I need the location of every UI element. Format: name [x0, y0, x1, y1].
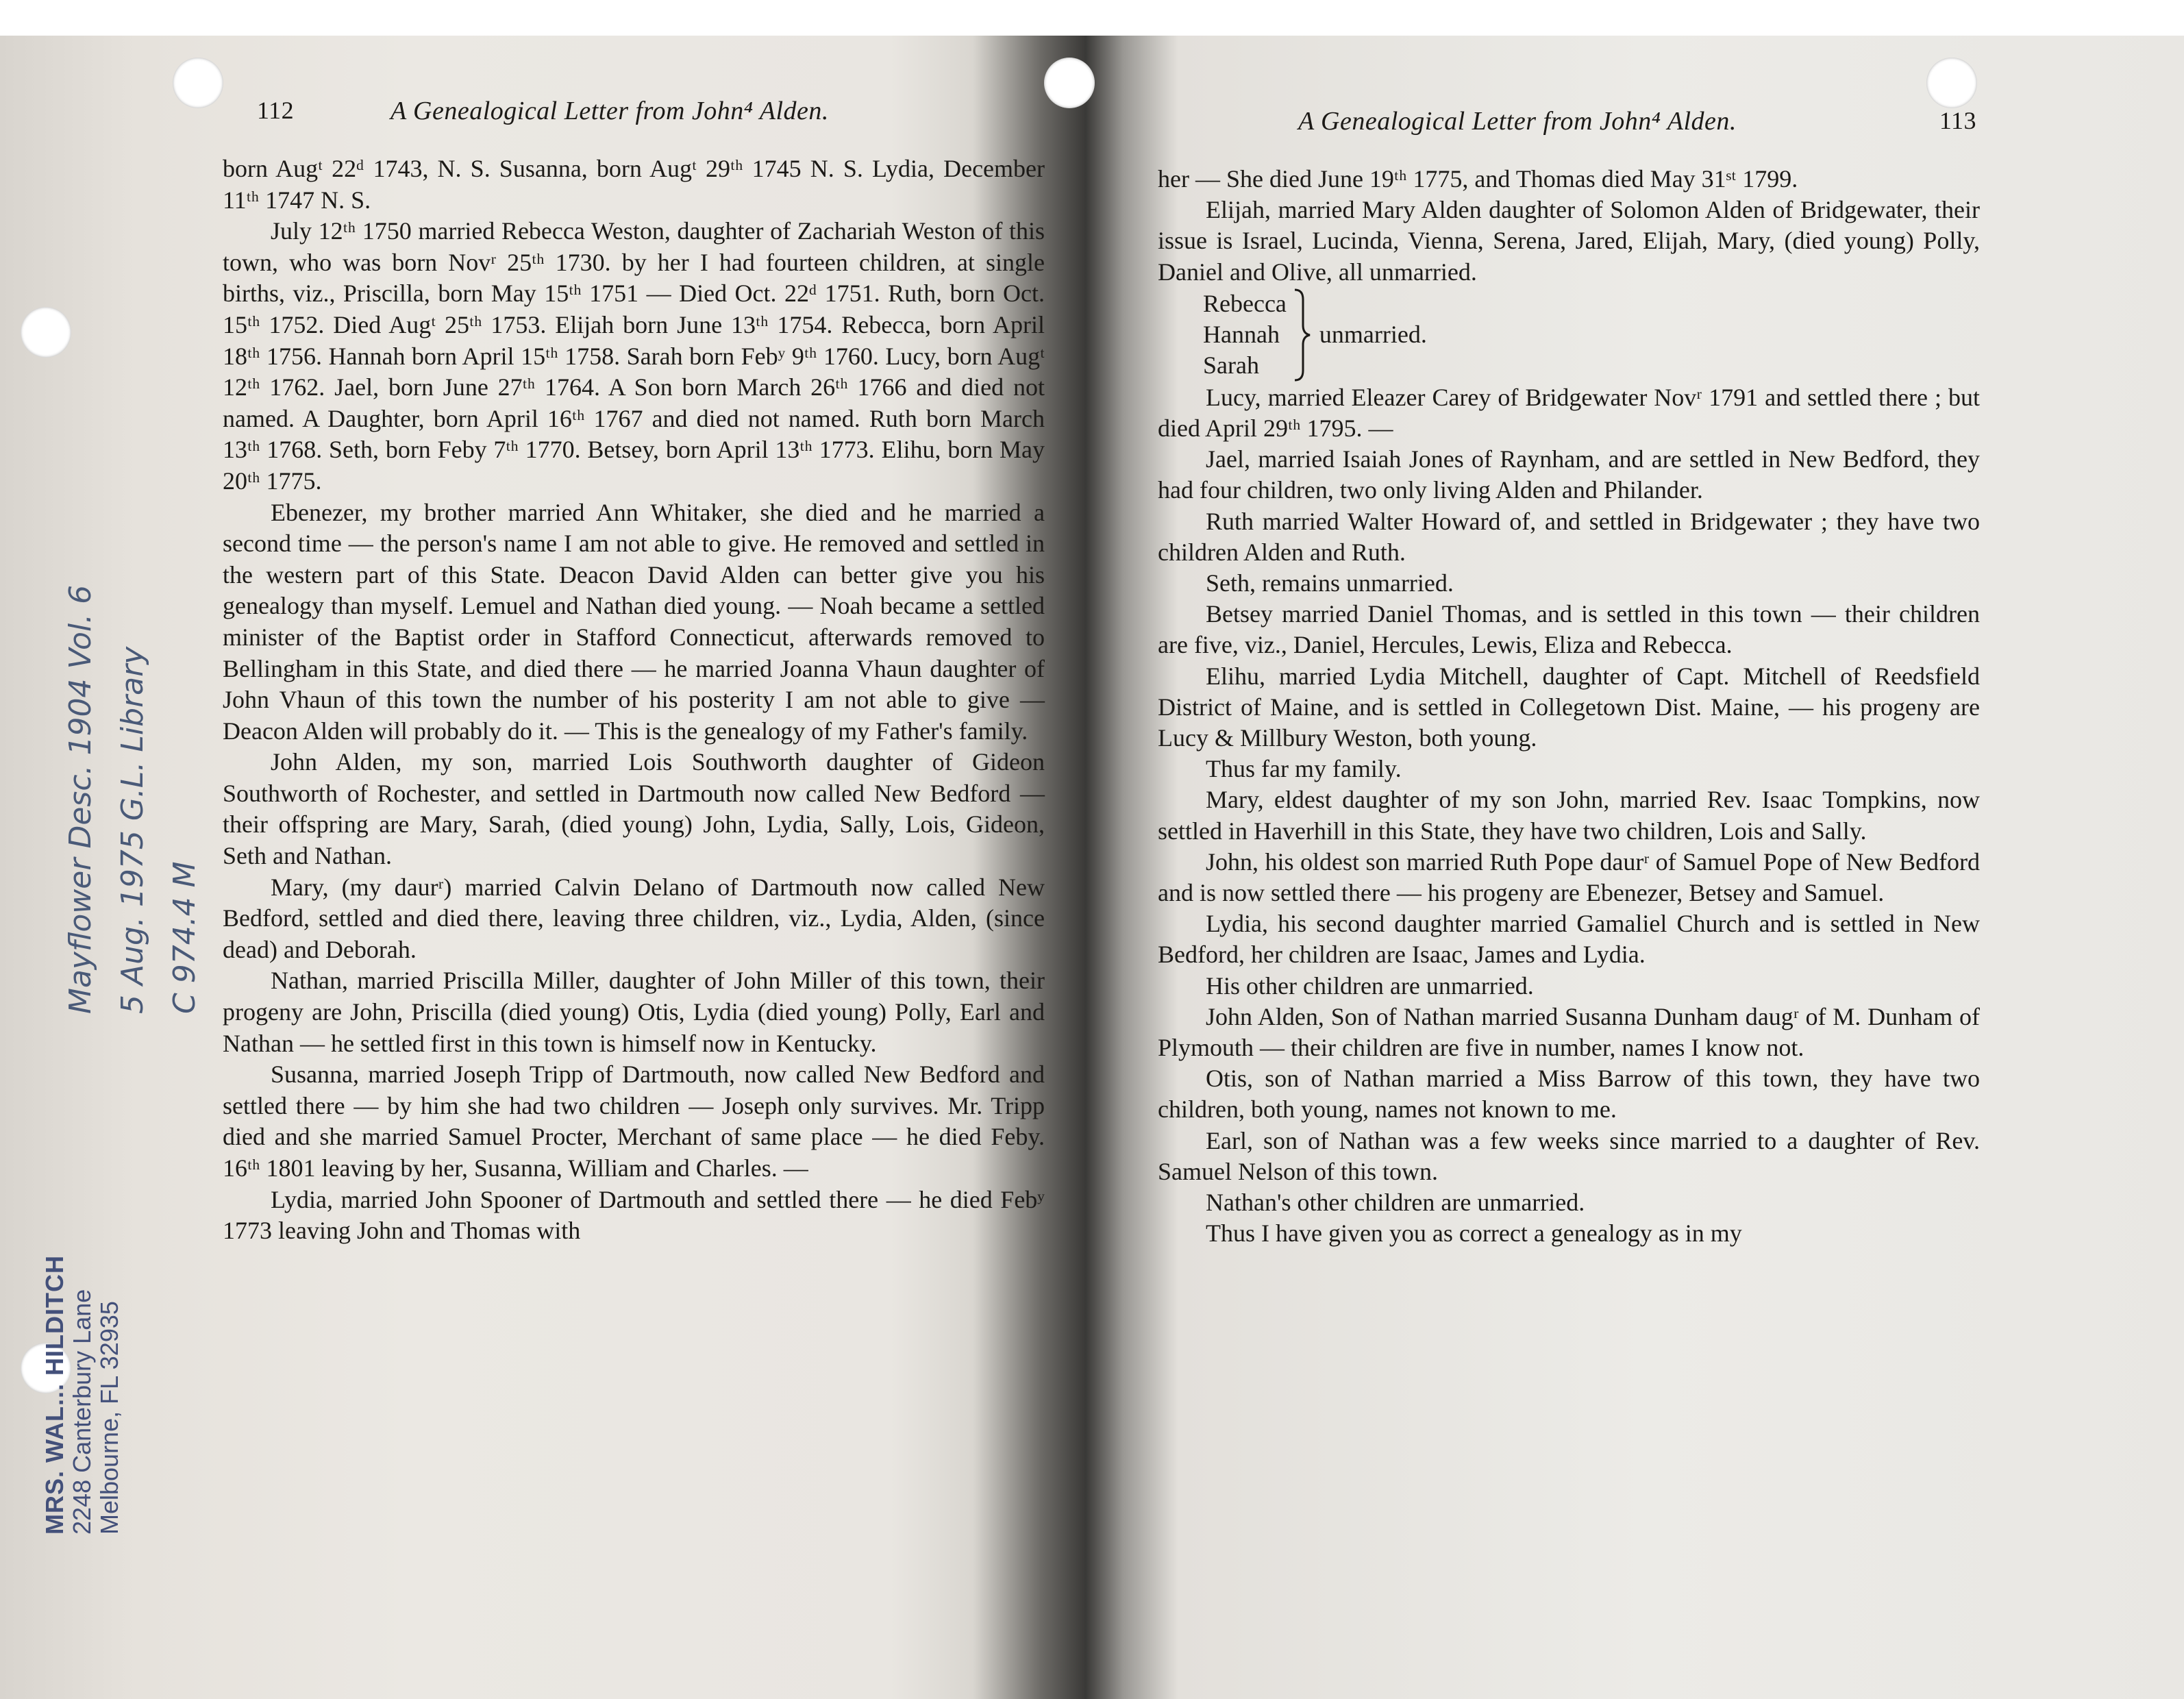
brace-name: Sarah	[1203, 351, 1259, 380]
paragraph: Nathan's other children are unmarried.	[1206, 1189, 1585, 1217]
punch-hole-top-left	[173, 58, 223, 108]
paragraph: John, his oldest son married Ruth Pope daurʳ of Samuel Pope of New Bedford and is now settled there — his progeny are Ebenezer, Betsey and Samuel.	[1158, 847, 1980, 907]
paragraph: Betsey married Daniel Thomas, and is settled in this town — their children are five, viz., Daniel, Hercules, Lewis, Eliza and Rebecca.	[1158, 600, 1980, 659]
punch-hole-left-middle	[21, 307, 71, 358]
paragraph: Lydia, his second daughter married Gamaliel Church and is settled in New Bedford, her children are Isaac, James and Lydia.	[1158, 910, 1980, 969]
left-page-body	[223, 153, 1045, 1247]
paragraph: Mary, (my daurʳ) married Calvin Delano of Dartmouth now called New Bedford, settled and died there, leaving three children, viz., Lydia, Alden, (since dead) and Deborah.	[223, 873, 1045, 963]
left-running-title: A Genealogical Letter from John⁴ Alden.	[390, 97, 829, 125]
brace-names	[1203, 288, 1287, 381]
paragraph: John Alden, Son of Nathan married Susanna Dunham daugʳ of M. Dunham of Plymouth — their children are five in number, names I know not.	[1158, 1002, 1980, 1062]
right-page-number: 113	[1939, 107, 1976, 134]
paragraph: Lydia, married John Spooner of Dartmouth and settled there — he died Febʸ 1773 leaving John and Thomas with	[223, 1185, 1045, 1245]
paragraph: Mary, eldest daughter of my son John, married Rev. Isaac Tompkins, now settled in Haverhill in this State, they have two children, Lois and Sally.	[1158, 786, 1980, 845]
punch-hole-top-right	[1926, 58, 1977, 108]
paragraph: Otis, son of Nathan married a Miss Barrow of this town, they have two children, both young, names not known to me.	[1158, 1065, 1980, 1124]
paragraph: Susanna, married Joseph Tripp of Dartmouth, now called New Bedford and settled there — by him she had two children — Joseph only survives. Mr. Tripp died and she married Samuel Procter, Merchant of same place — he died Feby. 16ᵗʰ 1801 leaving by her, Susanna, William and Charles. —	[223, 1061, 1045, 1182]
curly-brace-icon	[1292, 288, 1313, 382]
paragraph: His other children are unmarried.	[1206, 971, 1534, 1000]
paragraph: Ruth married Walter Howard of, and settled in Bridgewater ; they have two children Alden and Ruth.	[1158, 507, 1980, 566]
paragraph: John Alden, my son, married Lois Southworth daughter of Gideon Southworth of Rochester, and settled in Dartmouth now called New Bedford — their offspring are Mary, Sarah, (died young) John, Lydia, Sally, Lois, Gideon, Seth and Nathan.	[223, 748, 1045, 870]
paragraph: Jael, married Isaiah Jones of Raynham, and are settled in New Bedford, they had four children, two only living Alden and Philander.	[1158, 445, 1980, 504]
paragraph: Lucy, married Eleazer Carey of Bridgewater Novʳ 1791 and settled there ; but died April 29ᵗʰ 1795. —	[1158, 383, 1980, 443]
brace-group-unmarried	[1203, 288, 1980, 382]
paragraph: Elihu, married Lydia Mitchell, daughter of Capt. Mitchell of Reedsfield District of Maine, and is settled in Collegetown Dist. Maine, — his progeny are Lucy & Millbury Weston, both young.	[1158, 662, 1980, 752]
paragraph: Ebenezer, my brother married Ann Whitaker, she died and he married a second time — the person's name I am not able to give. He removed and settled in the western part of this State. Deacon David Alden can better give you his genealogy than myself. Lemuel and Nathan died young. — Noah became a settled minister of the Baptist order in Stafford Connecticut, afterwards removed to Bellingham in this State, and died there — he married Joanna Vhaun daughter of John Vhaun of this town the number of his posterity I am not able to give — Deacon Alden will probably do it. — This is the genealogy of my Father's family.	[223, 498, 1045, 745]
paragraph: Nathan, married Priscilla Miller, daughter of John Miller of this town, their progeny are John, Priscilla (died young) Otis, Lydia (died young) Polly, Earl and Nathan — he settled first in this town is himself now in Kentucky.	[223, 967, 1045, 1057]
stamp-line: MRS. WAL... HILDITCH	[40, 1255, 69, 1535]
left-page-number: 112	[257, 97, 295, 124]
punch-hole-top-middle	[1044, 58, 1095, 108]
brace-name: Hannah	[1203, 321, 1280, 349]
paragraph: Thus I have given you as correct a genealogy as in my	[1206, 1219, 1742, 1248]
paragraph: July 12ᵗʰ 1750 married Rebecca Weston, daughter of Zachariah Weston of this town, who was born Novʳ 25ᵗʰ 1730. by her I had fourteen children, at single births, viz., Priscilla, born May 15ᵗʰ 1751 — Died Oct. 22ᵈ 1751. Ruth, born Oct. 15ᵗʰ 1752. Died Augᵗ 25ᵗʰ 1753. Elijah born June 13ᵗʰ 1754. Rebecca, born April 18ᵗʰ 1756. Hannah born April 15ᵗʰ 1758. Sarah born Febʸ 9ᵗʰ 1760. Lucy, born Augᵗ 12ᵗʰ 1762. Jael, born June 27ᵗʰ 1764. A Son born March 26ᵗʰ 1766 and died not named. A Daughter, born April 16ᵗʰ 1767 and died not named. Ruth born March 13ᵗʰ 1768. Seth, born Feby 7ᵗʰ 1770. Betsey, born April 13ᵗʰ 1773. Elihu, born May 20ᵗʰ 1775.	[223, 217, 1045, 495]
paragraph: Thus far my family.	[1206, 755, 1402, 783]
left-running-head	[223, 96, 1045, 137]
handwritten-margin-note	[55, 585, 211, 1014]
brace-note: unmarried.	[1319, 321, 1427, 349]
paragraph: Seth, remains unmarried.	[1206, 569, 1454, 597]
right-page	[1158, 106, 1980, 1250]
handwritten-line: 5 Aug. 1975 G.L. Library	[115, 646, 150, 1014]
stamp-line: 2248 Canterbury Lane	[68, 1289, 96, 1535]
paragraph: Earl, son of Nathan was a few weeks since married to a daughter of Rev. Samuel Nelson of this town.	[1158, 1126, 1980, 1185]
brace-name: Rebecca	[1203, 290, 1287, 318]
paragraph: Elijah, married Mary Alden daughter of Solomon Alden of Bridgewater, their issue is Israel, Lucinda, Vienna, Serena, Jared, Elijah, Mary, (died young) Polly, Daniel and Olive, all unmarried.	[1158, 196, 1980, 286]
paragraph: her — She died June 19ᵗʰ 1775, and Thomas died May 31ˢᵗ 1799.	[1158, 165, 1798, 193]
stamp-line: Melbourne, FL 32935	[95, 1301, 123, 1535]
right-running-title: A Genealogical Letter from John⁴ Alden.	[1298, 107, 1737, 136]
handwritten-line: C 974.4 M	[167, 861, 202, 1014]
paragraph: born Augᵗ 22ᵈ 1743, N. S. Susanna, born Augᵗ 29ᵗʰ 1745 N. S. Lydia, December 11ᵗʰ 1747 N. S.	[223, 155, 1045, 214]
right-page-body	[1158, 164, 1980, 1250]
left-page	[223, 96, 1045, 1247]
handwritten-line: Mayflower Desc. 1904 Vol. 6	[63, 584, 98, 1014]
right-running-head	[1158, 106, 1980, 147]
address-stamp	[41, 1255, 123, 1535]
